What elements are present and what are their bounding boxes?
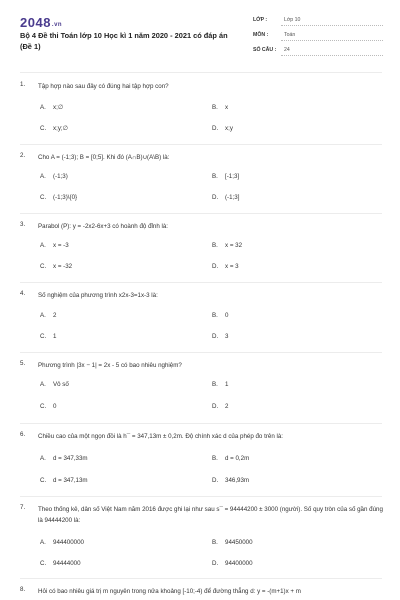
meta-key: LỚP :	[253, 17, 268, 23]
divider	[20, 72, 382, 73]
option-value: 0	[225, 312, 229, 319]
option-label: A.	[40, 242, 46, 249]
site-logo[interactable]	[20, 15, 62, 30]
meta-subject	[253, 29, 383, 42]
option-label: A.	[40, 381, 46, 388]
option-value: 944400000	[53, 539, 84, 546]
option-label: D.	[212, 560, 219, 567]
option-value: 94450000	[225, 539, 253, 546]
option-value: 0	[53, 403, 57, 410]
option-value: [-1;3]	[225, 173, 240, 180]
meta-question-count	[253, 44, 383, 57]
document-title: Bộ 4 Đề thi Toán lớp 10 Học kì 1 năm 2020 - 2021 có đáp án (Đề 1)	[20, 31, 228, 51]
option-label: D.	[212, 403, 219, 410]
question-text: Tập hợp nào sau đây có đúng hai tập hợp con?	[38, 83, 169, 90]
question-number: 7.	[20, 504, 26, 511]
question-number: 8.	[20, 586, 26, 593]
divider	[20, 496, 382, 497]
option-label: B.	[212, 539, 218, 546]
option-value: x = -3	[53, 242, 69, 249]
question-text: Hỏi có bao nhiêu giá trị m nguyên trong nửa khoảng [-10;-4) để đường thẳng d: y = -(m+1)x + m	[38, 588, 301, 595]
option-label: D.	[212, 194, 219, 201]
option-value: x;y;∅	[53, 125, 69, 132]
option-label: C.	[40, 560, 47, 567]
meta-divider	[281, 55, 383, 56]
question-number: 1.	[20, 81, 26, 88]
option-label: D.	[212, 125, 219, 132]
question-number: 4.	[20, 290, 26, 297]
option-value: x	[225, 104, 229, 111]
question-text: Số nghiệm của phương trình x2x-3=1x-3 là:	[38, 292, 158, 299]
option-value: (-1;3)	[53, 173, 68, 180]
option-value: x = -32	[53, 263, 73, 270]
option-value: 1	[225, 381, 229, 388]
option-value: x = 3	[225, 263, 239, 270]
option-value: (-1;3]	[225, 194, 240, 201]
option-label: A.	[40, 173, 46, 180]
option-value: d = 347,33m	[53, 455, 88, 462]
option-label: A.	[40, 455, 46, 462]
question-text: Theo thống kê, dân số Việt Nam năm 2016 được ghi lại như sau s¯ = 94444200 ± 3000 (người). Số quy tròn của số gần đúng là 94444200 là:	[38, 506, 383, 524]
meta-value: Lớp 10	[284, 17, 301, 23]
option-label: C.	[40, 263, 47, 270]
option-value: x = 32	[225, 242, 243, 249]
meta-class	[253, 14, 383, 27]
question-number: 3.	[20, 221, 26, 228]
option-label: C.	[40, 477, 47, 484]
option-value: 2	[53, 312, 57, 319]
option-label: B.	[212, 173, 218, 180]
option-value: 3	[225, 333, 229, 340]
option-value: 94444000	[53, 560, 81, 567]
divider	[20, 352, 382, 353]
option-value: d = 0,2m	[225, 455, 250, 462]
divider	[20, 144, 382, 145]
option-label: D.	[212, 477, 219, 484]
option-label: C.	[40, 194, 47, 201]
option-label: A.	[40, 539, 46, 546]
option-label: B.	[212, 242, 218, 249]
option-value: x;∅	[53, 104, 64, 111]
option-label: B.	[212, 312, 218, 319]
option-label: C.	[40, 125, 47, 132]
question-number: 2.	[20, 152, 26, 159]
option-label: D.	[212, 263, 219, 270]
question-text: Parabol (P): y = -2x2-6x+3 có hoành độ đỉnh là:	[38, 223, 169, 230]
option-value: x;y	[225, 125, 233, 132]
logo-text: 2048	[20, 15, 51, 30]
meta-divider	[281, 25, 383, 26]
divider	[20, 213, 382, 214]
meta-key: MÔN :	[253, 32, 269, 38]
logo-tld: .vn	[51, 22, 63, 28]
option-label: B.	[212, 104, 218, 111]
document-header	[0, 0, 400, 70]
question-number: 5.	[20, 360, 26, 367]
option-value: 346,93m	[225, 477, 250, 484]
option-value: d = 347,13m	[53, 477, 88, 484]
option-label: A.	[40, 312, 46, 319]
option-value: 94400000	[225, 560, 253, 567]
meta-value: Toán	[284, 32, 296, 38]
divider	[20, 282, 382, 283]
option-value: 2	[225, 403, 229, 410]
option-value: 1	[53, 333, 57, 340]
option-label: C.	[40, 403, 47, 410]
meta-value: 24	[284, 47, 290, 53]
question-number: 6.	[20, 431, 26, 438]
option-label: B.	[212, 455, 218, 462]
divider	[20, 578, 382, 579]
question-text: Phương trình |3x − 1| = 2x - 5 có bao nhiêu nghiệm?	[38, 362, 182, 369]
meta-key: SỐ CÂU :	[253, 47, 277, 53]
meta-divider	[281, 40, 383, 41]
option-value: (-1;3)\{0}	[53, 194, 78, 201]
option-label: D.	[212, 333, 219, 340]
question-text: Cho A = (-1;3); B = [0;5]. Khi đó (A∩B)∪(A\B) là:	[38, 154, 170, 161]
question-text: Chiều cao của một ngọn đồi là h¯ = 347,13m ± 0,2m. Độ chính xác d của phép đo trên là:	[38, 433, 284, 440]
option-value: Vô số	[53, 381, 69, 388]
option-label: C.	[40, 333, 47, 340]
option-label: A.	[40, 104, 46, 111]
divider	[20, 423, 382, 424]
option-label: B.	[212, 381, 218, 388]
